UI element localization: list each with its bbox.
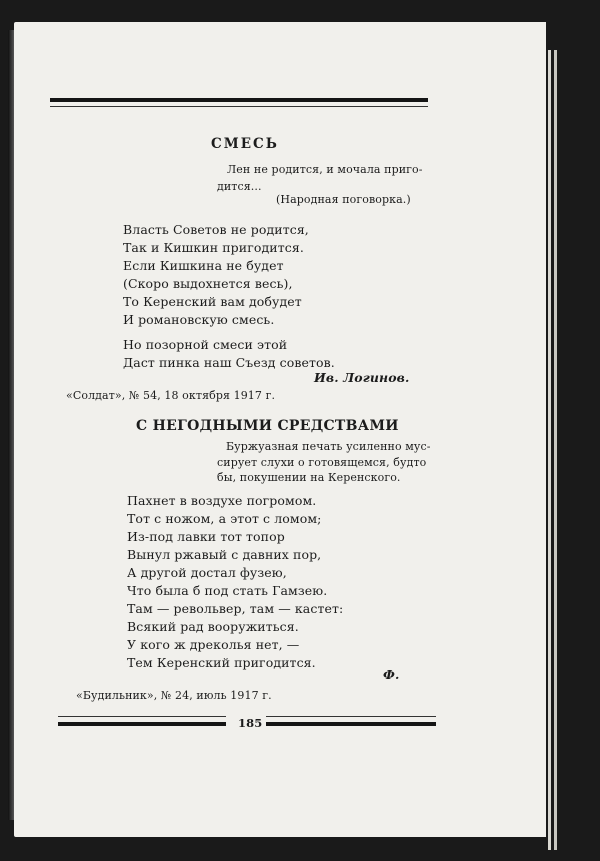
poem2-line: Там — револьвер, там — кастет: bbox=[127, 601, 344, 616]
poem1-epigraph-source: (Народная поговорка.) bbox=[276, 193, 411, 206]
poem1-line: (Скоро выдохнется весь), bbox=[123, 276, 293, 291]
page-number: 185 bbox=[238, 716, 263, 730]
bottom-rule-thin-left bbox=[58, 716, 226, 717]
poem1-line: То Керенский вам добудет bbox=[123, 294, 302, 309]
poem1-line: Но позорной смеси этой bbox=[123, 337, 288, 352]
poem2-author: Ф. bbox=[383, 667, 400, 682]
poem1-line: Если Кишкина не будет bbox=[123, 258, 284, 273]
poem2-line: Всякий рад вооружиться. bbox=[127, 619, 299, 634]
poem1-epigraph-line: дится... bbox=[217, 180, 262, 193]
poem2-title: С НЕГОДНЫМИ СРЕДСТВАМИ bbox=[136, 418, 399, 434]
poem1-line: И романовскую смесь. bbox=[123, 312, 275, 327]
poem2-line: У кого ж дреколья нет, — bbox=[127, 637, 300, 652]
poem1-line: Власть Советов не родится, bbox=[123, 222, 309, 237]
poem2-line: Тот с ножом, а этот с ломом; bbox=[127, 511, 322, 526]
bottom-rule-thin-right bbox=[266, 716, 436, 717]
poem2-line: Что была б под стать Гамзею. bbox=[127, 583, 328, 598]
poem1-line: Так и Кишкин пригодится. bbox=[123, 240, 304, 255]
poem2-line: Из-под лавки тот топор bbox=[127, 529, 285, 544]
poem2-line: Вынул ржавый с давних пор, bbox=[127, 547, 322, 562]
page-edge bbox=[548, 50, 551, 850]
poem1-epigraph-line: Лен не родится, и мочала приго- bbox=[227, 163, 423, 176]
poem2-line: А другой достал фузею, bbox=[127, 565, 287, 580]
poem2-line: Тем Керенский пригодится. bbox=[127, 655, 316, 670]
poem2-epigraph-line: Буржуазная печать усиленно мус- bbox=[226, 440, 431, 453]
page-edge bbox=[554, 50, 557, 850]
bottom-rule-thick-left bbox=[58, 722, 226, 726]
poem2-epigraph-line: бы, покушении на Керенского. bbox=[217, 471, 401, 484]
top-rule-thin bbox=[50, 106, 428, 107]
poem2-epigraph-line: сирует слухи о готовящемся, будто bbox=[217, 456, 427, 469]
poem1-source: «Солдат», № 54, 18 октября 1917 г. bbox=[66, 389, 276, 402]
poem1-title: СМЕСЬ bbox=[211, 136, 279, 152]
poem1-line: Даст пинка наш Съезд советов. bbox=[123, 355, 335, 370]
bottom-rule-thick-right bbox=[266, 722, 436, 726]
poem2-line: Пахнет в воздухе погромом. bbox=[127, 493, 317, 508]
poem1-author: Ив. Логинов. bbox=[314, 370, 410, 385]
poem2-source: «Будильник», № 24, июль 1917 г. bbox=[76, 689, 272, 702]
top-rule-thick bbox=[50, 98, 428, 102]
